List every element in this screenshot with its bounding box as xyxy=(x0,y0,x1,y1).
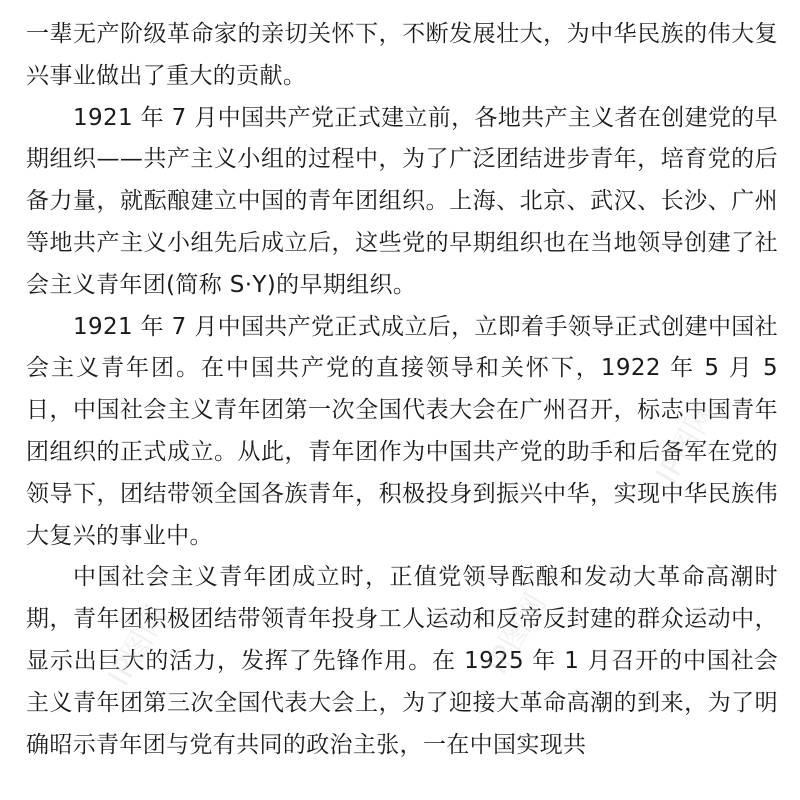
watermark: IP图网 xyxy=(101,599,176,693)
paragraph-3: 1921 年 7 月中国共产党正式成立后，立即着手领导正式创建中国社会主义青年团。在中国共产党的直接领导和关怀下，1922 年 5 月 5 日，中国社会主义青年团第一次全国代表大会在广州召开，标志中国青年团组织的正式成立。从此，青年团作为中国共产党的助手和后备军在党的领导下，团结带领全国各族青年，积极投身到振兴中华，实现中华民族伟大复兴的事业中。 xyxy=(26,313,778,549)
paragraph-2: 1921 年 7 月中国共产党正式建立前，各地共产主义者在创建党的早期组织——共产主义小组的过程中，为了广泛团结进步青年，培育党的后备力量，就酝酿建立中国的青年团组织。上海、北京、武汉、长沙、广州等地共产主义小组先后成立后，这些党的早期组织也在当地领导创建了社会主义青年团(简称 S·Y)的早期组织。 xyxy=(26,104,778,298)
paragraph-1: 一辈无产阶级革命家的亲切关怀下，不断发展壮大，为中华民族的伟大复兴事业做出了重大的贡献。 xyxy=(26,21,778,89)
document-body xyxy=(26,14,778,766)
paragraph-4: 中国社会主义青年团成立时，正值党领导酝酿和发动大革命高潮时期，青年团积极团结带领青年投身工人运动和反帝反封建的群众运动中，显示出巨大的活力，发挥了先锋作用。在 1925 年 1 月召开的中国社会主义青年团第三次全国代表大会上，为了迎接大革命高潮的到来，为了明确昭示青年团与党有共同的政治主张，一在中国实现共 xyxy=(26,564,778,758)
watermark: IP图网 xyxy=(649,397,724,491)
watermark: IP图网 xyxy=(479,587,554,681)
